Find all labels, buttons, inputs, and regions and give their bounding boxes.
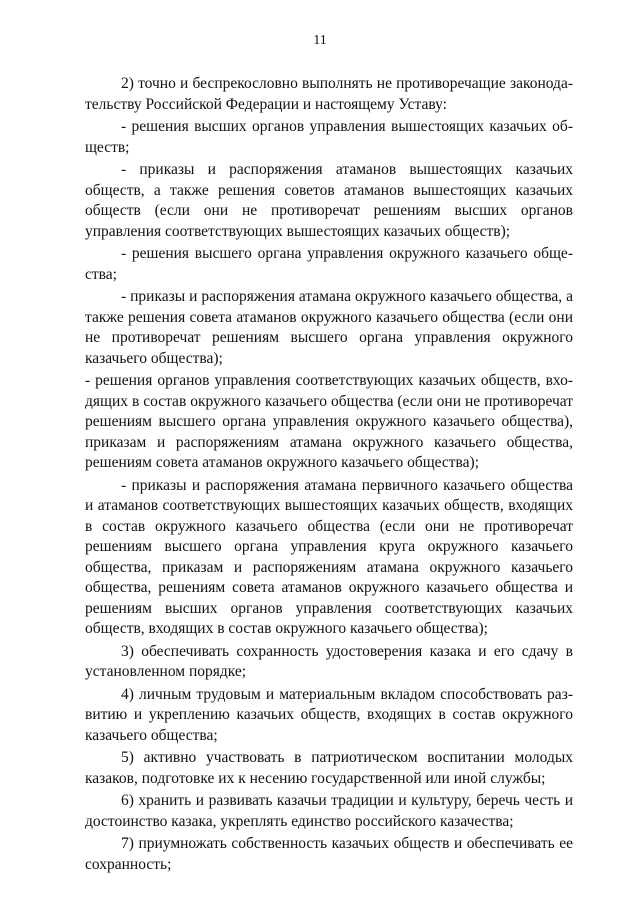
- paragraph-item-7: 7) приумножать собственность казачьих обществ и обеспечивать ее сохранность;: [85, 835, 573, 873]
- paragraph-item-2: 2) точно и беспрекословно выполнять не противоречащие законодательству Российской Федерации и настоящему Уставу:: [85, 75, 573, 113]
- paragraph-item-3: 3) обеспечивать сохранность удостоверения казака и его сдачу в установленном порядке;: [85, 642, 573, 680]
- paragraph-orders-primary-ataman: - приказы и распоряжения атамана первичного казачьего общества и атаманов соответствующих вышестоящих казачьих обществ, входящих в состав окружного казачьего общества (если они не противоречат решениям высшего органа управления круга окружного казачьего общества, приказам и распоряжениям атамана окружного казачьего общества, решениям совета атаманов окружного казачьего общества и решениям высших органов управления соответствующих казачьих обществ, входящих в состав окружного казачьего общества);: [85, 476, 573, 637]
- page-number: 11: [313, 33, 327, 48]
- paragraph-item-4: 4) личным трудовым и материальным вкладом способствовать развитию и укреплению казачьих обществ, входящих в состав окружного казачьего общества;: [85, 685, 573, 744]
- paragraph-item-5: 5) активно участвовать в патриотическом воспитании молодых казаков, подготовке их к несению государственной или иной службы;: [85, 749, 573, 787]
- paragraph-item-6: 6) хранить и развивать казачьи традиции и культуру, беречь честь и достоинство казака, укреплять единство российского казачества;: [85, 792, 573, 830]
- document-body: [85, 74, 573, 875]
- paragraph-decisions-higher-bodies: - решения высших органов управления вышестоящих казачьих обществ;: [85, 118, 573, 156]
- paragraph-orders-district-ataman: - приказы и распоряжения атамана окружного казачьего общества, а также решения совета атаманов окружного казачьего общества (если они не противоречат решениям высшего органа управления окружного казачьего общества);: [85, 288, 573, 367]
- paragraph-orders-higher-atamans: - приказы и распоряжения атаманов вышестоящих казачьих обществ, а также решения советов атаманов вышестоящих казачьих обществ (если они не противоречат решениям высших органов управления соответствующих вышестоящих казачьих обществ);: [85, 161, 573, 240]
- paragraph-decisions-district-body: - решения высшего органа управления окружного казачьего общества;: [85, 245, 573, 283]
- paragraph-decisions-member-societies: - решения органов управления соответствующих казачьих обществ, входящих в состав окружного казачьего общества (если они не противоречат решениям высшего органа управления окружного казачьего общества), приказам и распоряжениям атамана окружного казачьего общества, решениям совета атаманов окружного казачьего общества);: [85, 372, 573, 471]
